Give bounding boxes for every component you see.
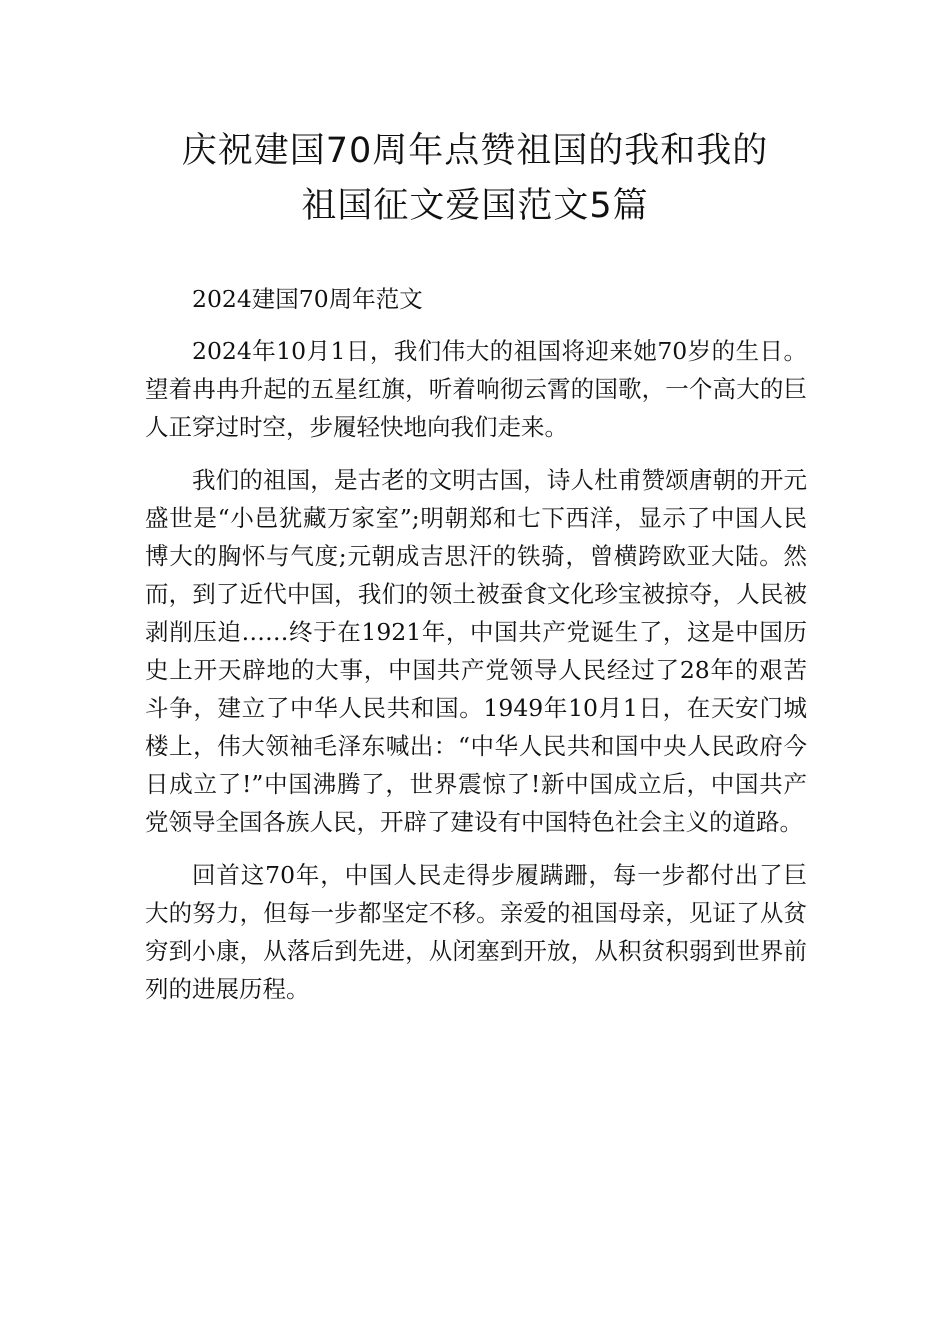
paragraph-3: 回首这70年，中国人民走得步履蹒跚，每一步都付出了巨大的努力，但每一步都坚定不移。亲爱的祖国母亲，见证了从贫穷到小康，从落后到先进，从闭塞到开放，从积贫积弱到世界前列的进展历程。 <box>145 861 807 1003</box>
document-body <box>145 280 807 1023</box>
title-line-2: 祖国征文爱国范文5篇 <box>301 186 649 226</box>
paragraph-1: 2024年10月1日，我们伟大的祖国将迎来她70岁的生日。望着冉冉升起的五星红旗，听着响彻云霄的国歌，一个高大的巨人正穿过时空，步履轻快地向我们走来。 <box>145 337 807 441</box>
paragraph-2: 我们的祖国，是古老的文明古国，诗人杜甫赞颂唐朝的开元盛世是“小邑犹藏万家室”;明朝郑和七下西洋，显示了中国人民博大的胸怀与气度;元朝成吉思汗的铁骑，曾横跨欧亚大陆。然而，到了近代中国，我们的领土被蚕食文化珍宝被掠夺，人民被剥削压迫……终于在1921年，中国共产党诞生了，这是中国历史上开天辟地的大事，中国共产党领导人民经过了28年的艰苦斗争，建立了中华人民共和国。1949年10月1日，在天安门城楼上，伟大领袖毛泽东喊出：“中华人民共和国中央人民政府今日成立了!”中国沸腾了，世界震惊了!新中国成立后，中国共产党领导全国各族人民，开辟了建设有中国特色社会主义的道路。 <box>145 466 807 836</box>
section-subtitle: 2024建国70周年范文 <box>192 285 423 313</box>
title-line-1: 庆祝建国70周年点赞祖国的我和我的 <box>181 131 769 171</box>
document-title <box>100 124 850 234</box>
